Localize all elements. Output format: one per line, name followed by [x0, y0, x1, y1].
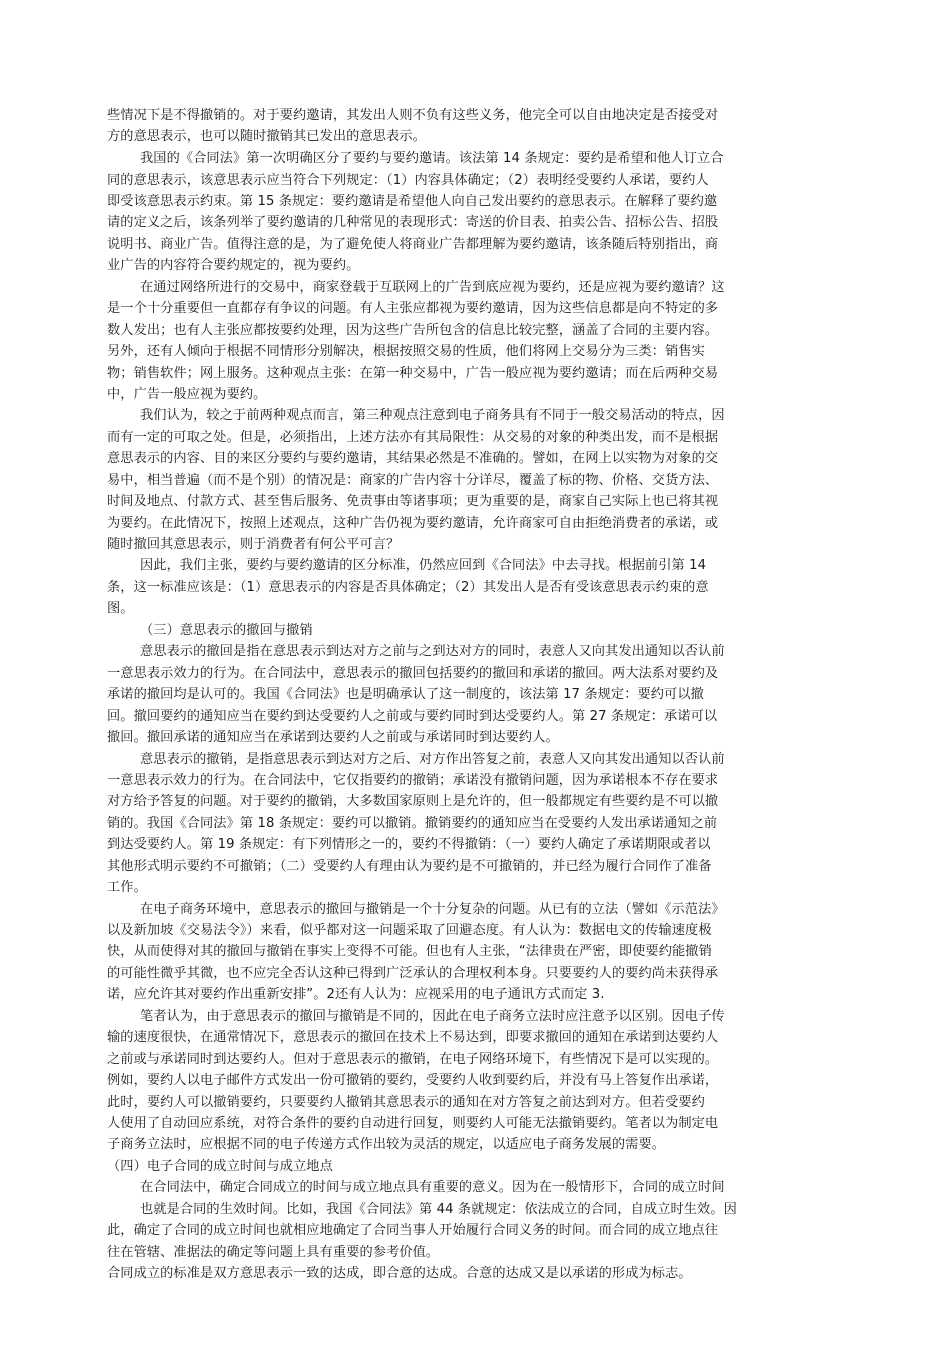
text-line: 工作。 [107, 880, 147, 895]
text-line: 往在管辖、准据法的确定等问题上具有重要的参考价值。 [107, 1245, 440, 1260]
text-line: 的可能性微乎其微，也不应完全否认这种已得到广泛承认的合理权利本身。只要要约人的要约尚未获得承 [107, 966, 719, 981]
paragraph-first-line: 我们认为，较之于前两种观点而言，第三种观点注意到电子商务具有不同于一般交易活动的特点，因 [140, 408, 725, 423]
text-line: 例如，要约人以电子邮件方式发出一份可撤销的要约，受要约人收到要约后，并没有马上答复作出承诺， [107, 1073, 719, 1088]
section-heading: （三）意思表示的撤回与撤销 [140, 623, 313, 638]
text-line: 方的意思表示，也可以随时撤销其已发出的意思表示。 [107, 129, 426, 144]
text-line: （四）电子合同的成立时间与成立地点 [107, 1159, 333, 1174]
text-line: 其他形式明示要约不可撤销；（二）受要约人有理由认为要约是不可撤销的，并已经为履行合同作了准备 [107, 859, 712, 874]
text-line: 易中，相当普遍（而不是个别）的情况是：商家的广告内容十分详尽，覆盖了标的物、价格、交货方法、 [107, 473, 719, 488]
text-line: 人使用了自动回应系统，对符合条件的要约自动进行回复，则要约人可能无法撤销要约。笔者以为制定电 [107, 1116, 719, 1131]
text-line: 销的。我国《合同法》第 18 条规定：要约可以撤销。撤销要约的通知应当在受要约人发出承诺通知之前 [107, 816, 718, 831]
text-line: 子商务立法时，应根据不同的电子传递方式作出较为灵活的规定，以适应电子商务发展的需要。 [107, 1137, 666, 1152]
text-line: 为要约。在此情况下，按照上述观点，这种广告仍视为要约邀请，允许商家可自由拒绝消费者的承诺，或 [107, 516, 719, 531]
paragraph-first-line: 笔者认为，由于意思表示的撤回与撤销是不同的，因此在电子商务立法时应注意予以区别。因电子传 [140, 1009, 725, 1024]
text-line: 条，这一标准应该是：（1）意思表示的内容是否具体确定；（2）其发出人是否有受该意思表示约束的意 [107, 580, 709, 595]
paragraph-first-line: 在通过网络所进行的交易中，商家登载于互联网上的广告到底应视为要约，还是应视为要约邀请？这 [140, 280, 725, 295]
text-line: 之前或与承诺同时到达要约人。但对于意思表示的撤销，在电子网络环境下，有些情况下是可以实现的。 [107, 1052, 719, 1067]
text-line: 回。撤回要约的通知应当在要约到达受要约人之前或与要约同时到达受要约人。第 27 条规定：承诺可以 [107, 709, 718, 724]
section-heading: 在合同法中，确定合同成立的时间与成立地点具有重要的意义。因为在一般情形下，合同的成立时间 [140, 1180, 725, 1195]
text-line: 数人发出；也有人主张应都按要约处理，因为这些广告所包含的信息比较完整，涵盖了合同的主要内容。 [107, 323, 719, 338]
text-line: 而有一定的可取之处。但是，必须指出，上述方法亦有其局限性：从交易的对象的种类出发，而不是根据 [107, 430, 719, 445]
text-line: 以及新加坡《交易法令》）来看，似乎都对这一问题采取了回避态度。有人认为：数据电文的传输速度极 [107, 923, 712, 938]
paragraph-first-line: 因此，我们主张，要约与要约邀请的区分标准，仍然应回到《合同法》中去寻找。根据前引第 14 [140, 558, 707, 573]
text-line: 中，广告一般应视为要约。 [107, 387, 267, 402]
paragraph-first-line: 在电子商务环境中，意思表示的撤回与撤销是一个十分复杂的问题。从已有的立法（譬如《示范法》 [140, 902, 725, 917]
text-line: 随时撤回其意思表示，则于消费者有何公平可言？ [107, 537, 400, 552]
text-line: 些情况下是不得撤销的。对于要约邀请，其发出人则不负有这些义务，他完全可以自由地决定是否接受对 [107, 108, 719, 123]
text-line: 一意思表示效力的行为。在合同法中，它仅指要约的撤销；承诺没有撤销问题，因为承诺根本不存在要求 [107, 773, 719, 788]
text-line: 请的定义之后，该条列举了要约邀请的几种常见的表现形式：寄送的价目表、拍卖公告、招标公告、招股 [107, 215, 719, 230]
text-line: 承诺的撤回均是认可的。我国《合同法》也是明确承认了这一制度的，该法第 17 条规定：要约可以撤 [107, 687, 704, 702]
text-line: 物；销售软件；网上服务。这种观点主张：在第一种交易中，广告一般应视为要约邀请；而在后两种交易 [107, 366, 719, 381]
text-line: 到达受要约人。第 19 条规定：有下列情形之一的，要约不得撤销：（一）要约人确定了承诺期限或者以 [107, 837, 711, 852]
text-line: 另外，还有人倾向于根据不同情形分别解决，根据按照交易的性质，他们将网上交易分为三类：销售实 [107, 344, 705, 359]
text-line: 一意思表示效力的行为。在合同法中，意思表示的撤回包括要约的撤回和承诺的撤回。两大法系对要约及 [107, 666, 719, 681]
text-line: 此，确定了合同的成立时间也就相应地确定了合同当事人开始履行合同义务的时间。而合同的成立地点往 [107, 1223, 719, 1238]
paragraph-first-line: 也就是合同的生效时间。比如，我国《合同法》第 44 条就规定：依法成立的合同，自成立时生效。因 [140, 1202, 737, 1217]
text-line: 是一个十分重要但一直都存有争议的问题。有人主张应都视为要约邀请，因为这些信息都是向不特定的多 [107, 301, 719, 316]
text-line: 合同成立的标准是双方意思表示一致的达成，即合意的达成。合意的达成又是以承诺的形成为标志。 [107, 1266, 692, 1281]
text-line: 此时，要约人可以撤销要约，只要要约人撤销其意思表示的通知在对方答复之前达到对方。但若受要约 [107, 1095, 705, 1110]
paragraph-first-line: 意思表示的撤回是指在意思表示到达对方之前与之到达对方的同时，表意人又向其发出通知以否认前 [140, 644, 725, 659]
paragraph-first-line: 意思表示的撤销，是指意思表示到达对方之后、对方作出答复之前，表意人又向其发出通知以否认前 [140, 752, 725, 767]
text-line: 对方给予答复的问题。对于要约的撤销，大多数国家原则上是允许的，但一般都规定有些要约是不可以撤 [107, 794, 719, 809]
text-line: 快，从而使得对其的撤回与撤销在事实上变得不可能。但也有人主张，“法律贵在严密，即使要约能撤销 [107, 944, 712, 959]
text-line: 撤回。撤回承诺的通知应当在承诺到达要约人之前或与承诺同时到达要约人。 [107, 730, 559, 745]
text-line: 输的速度很快，在通常情况下，意思表示的撤回在技术上不易达到，即要求撤回的通知在承诺到达要约人 [107, 1030, 719, 1045]
text-line: 业广告的内容符合要约规定的，视为要约。 [107, 258, 360, 273]
text-line: 即受该意思表示约束。第 15 条规定：要约邀请是希望他人向自己发出要约的意思表示。在解释了要约邀 [107, 194, 718, 209]
text-line: 意思表示的内容、目的来区分要约与要约邀请，其结果必然是不准确的。譬如，在网上以实物为对象的交 [107, 451, 719, 466]
text-line: 图。 [107, 601, 134, 616]
text-line: 时间及地点、付款方式、甚至售后服务、免责事由等诸事项；更为重要的是，商家自己实际上也已将其视 [107, 494, 719, 509]
text-line: 诺，应允许其对要约作出重新安排”。2还有人认为：应视采用的电子通讯方式而定 3. [107, 987, 605, 1002]
text-line: 说明书、商业广告。值得注意的是，为了避免使人将商业广告都理解为要约邀请，该条随后特别指出，商 [107, 237, 719, 252]
text-line: 同的意思表示，该意思表示应当符合下列规定：（1）内容具体确定；（2）表明经受要约人承诺，要约人 [107, 173, 709, 188]
paragraph-first-line: 我国的《合同法》第一次明确区分了要约与要约邀请。该法第 14 条规定：要约是希望和他人订立合 [140, 151, 724, 166]
